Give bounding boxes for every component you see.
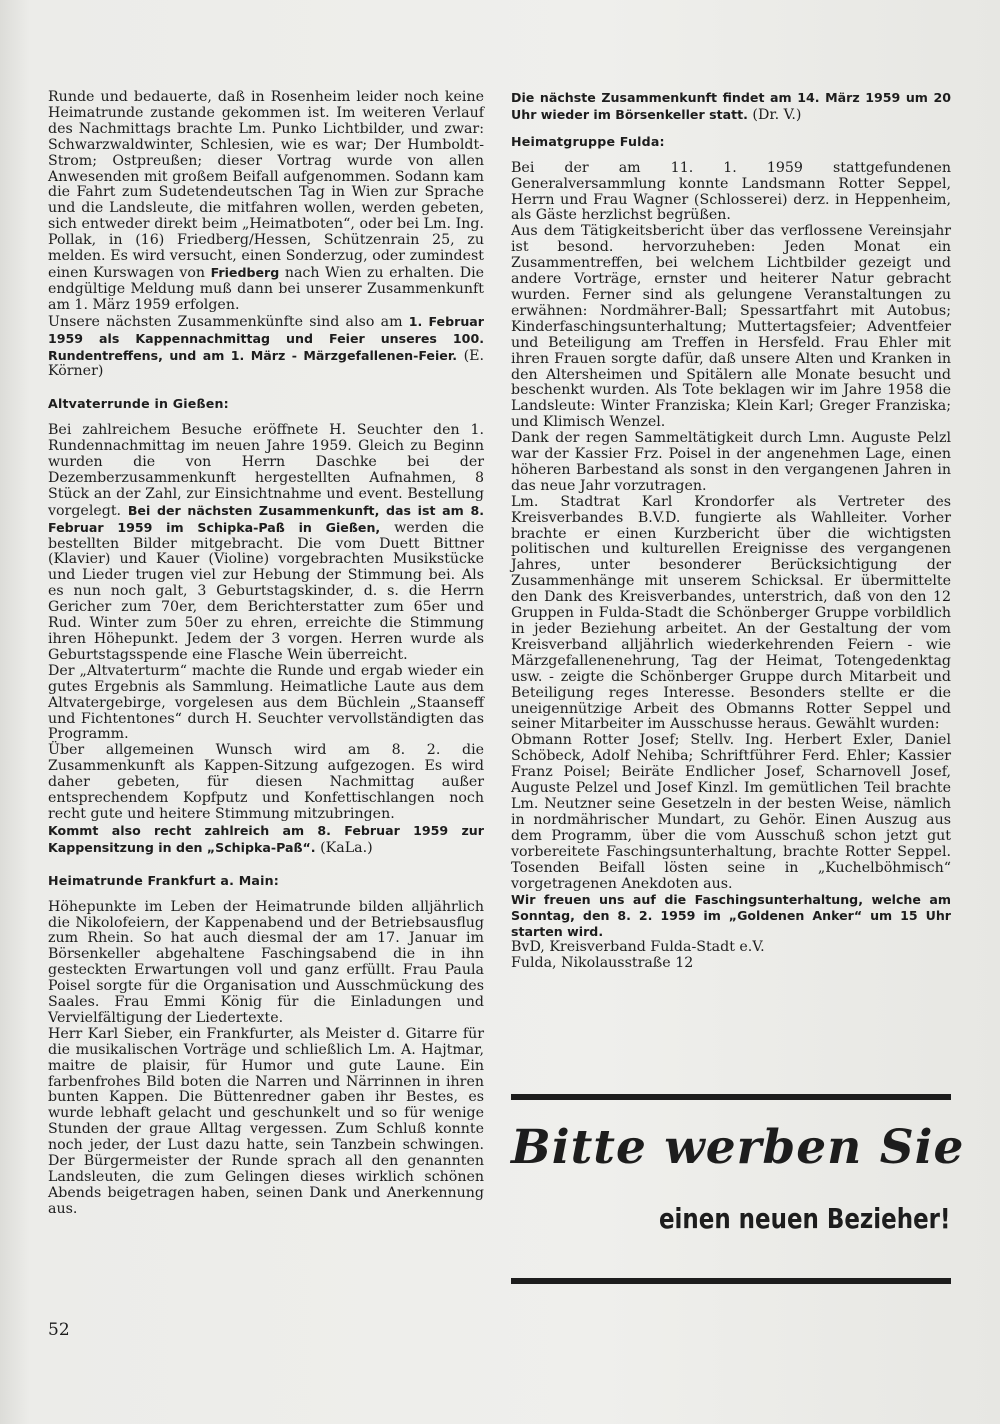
right-column — [511, 90, 951, 972]
paragraph-altvater-3: Über allgemeinen Wunsch wird am 8. 2. die Zusammenkunft als Kappen-Sitzung aufgezogen. Es wird daher gebeten, für diesen Nachmittag außer entsprechendem Kopfputz und Konfettischlangen noch recht gute und heitere Stimmung mitzubringen. — [48, 742, 484, 822]
paragraph-fulda-5: Obmann Rotter Josef; Stellv. Ing. Herbert Exler, Daniel Schöbeck, Adolf Nehiba; Schriftführer Ferd. Ehler; Kassier Franz Poisel; Beiräte Endlicher Josef, Scharnovell Josef, Auguste Pelzel und Josef Kinzl. Im gemütlichen Teil brachte Lm. Neutzner seine Gesetzeln in der besten Weise, nämlich in nordmährischer Mundart, zu Gehör. Einen Auszug aus dem Programm, über die vom Ausschuß schon jetzt gut vorbereitete Faschingsunterhaltung, brachte Rotter Seppel. Tosenden Beifall lösten seine in „Kuchelböhmisch“ vorgetragenen Anekdoten aus. — [511, 732, 951, 892]
paragraph-frankfurt-1: Höhepunkte im Leben der Heimatrunde bilden alljährlich die Nikolofeiern, der Kappenabend und der Betriebsausflug zum Rhein. So hat auch diesmal der am 17. Januar im Börsenkeller abgehaltene Faschingsabend die in ihn gesteckten Erwartungen voll und ganz erfüllt. Frau Paula Poisel sorgte für die Organisation und Ausschmückung des Saales. Frau Emmi König für die Einladungen und Vervielfältigung der Liedertexte. — [48, 898, 484, 1026]
ad-rule-bottom — [511, 1278, 951, 1284]
heading-altvaterrunde: Altvaterrunde in Gießen: — [48, 396, 229, 412]
paragraph-next-meetings: Unsere nächsten Zusammenkünfte sind also am 1. Februar 1959 als Kappennachmittag und Feier unseres 100. Rundentreffens, und am 1. März - Märzgefallenen-Feier. (E. Körner) — [48, 313, 484, 380]
ad-headline: Bitte werben Sie — [511, 1120, 965, 1175]
ad-subline: einen neuen Bezieher! — [658, 1202, 950, 1235]
signature-line-2: Fulda, Nikolausstraße 12 — [511, 955, 694, 972]
paragraph-fulda-3: Dank der regen Sammeltätigkeit durch Lmn. Auguste Pelzl war der Kassier Frz. Poisel in der angenehmen Lage, einen höheren Barbestand als sonst in den vergangenen Jahren in das neue Jahr vorzutragen. — [511, 430, 951, 494]
ad-rule-top — [511, 1094, 951, 1100]
heading-fulda: Heimatgruppe Fulda: — [511, 133, 665, 149]
paragraph-fulda-4: Lm. Stadtrat Karl Krondorfer als Vertreter des Kreisverbandes B.V.D. fungierte als Wahlleiter. Vorher brachte er einen Kurzbericht über die wichtigsten politischen und kulturellen Ereignisse des vergangenen Jahres, unter besonderer Berücksichtigung der Zusammenhänge mit unserem Schicksal. Er übermittelte den Dank des Kreisverbandes, unterstrich, daß von den 12 Gruppen in Fulda-Stadt die Schönberger Gruppe vorbildlich in jeder Beziehung arbeitet. An der Gestaltung der vom Kreisverband alljährlich wiederkehrenden Feiern - wie Märzgefallenenehrung, Tag der Heimat, Totengedenktag usw. - zeigte die Schönberger Gruppe durch Mitarbeit und Beteiligung reges Interesse. Besonders stellte er die uneigennützige Arbeit des Obmanns Rotter Seppel und seiner Mitarbeiter im Ausschusse heraus. Gewählt wurden: — [511, 493, 951, 733]
paragraph-altvater-4: Kommt also recht zahlreich am 8. Februar 1959 zur Kappensitzung in den „Schipka-Paß“. (KaLa.) — [48, 822, 484, 856]
page-number: 52 — [48, 1320, 70, 1340]
paragraph-next-meeting-frankfurt: Die nächste Zusammenkunft findet am 14. März 1959 um 20 Uhr wieder im Börsenkeller statt. (Dr. V.) — [511, 90, 951, 123]
paragraph-fulda-2: Aus dem Tätigkeitsbericht über das verflossene Vereinsjahr ist besond. hervorzuheben: Jeden Monat ein Zusammentreffen, bei welchem Lichtbilder gezeigt und andere Vorträge, ernster und heiterer Natur gebracht wurden. Ferner sind als gelungene Veranstaltungen zu erwähnen: Nordmährer-Ball; Spessartfahrt mit Autobus; Kinderfaschingsunterhaltung; Muttertagsfeier; Adventfeier und Beteiligung am Treffen in Hersfeld. Frau Ehler mit ihren Frauen sorgte dafür, daß unsere Alten und Kranken in den Altersheimen und Spitälern alle Monate besucht und beschenkt wurden. Als Tote beklagen wir im Jahre 1958 die Landsleute: Winter Franziska; Klein Karl; Greger Franziska; und Klimisch Wenzel. — [511, 223, 951, 431]
paragraph-frankfurt-2: Herr Karl Sieber, ein Frankfurter, als Meister d. Gitarre für die musikalischen Vorträge und schließlich Lm. A. Hajtmar, maitre de plaisir, für Humor und gute Laune. Ein farbenfrohes Bild boten die Narren und Närrinnen in ihren bunten Kappen. Die Büttenredner gaben ihr Bestes, es wurde lebhaft gelacht und geschunkelt und so für wenige Stunden der graue Alltag vergessen. Zum Schluß konnte noch jeder, der Lust dazu hatte, sein Tanzbein schwingen. Der Bürgermeister der Runde sprach all den genannten Landsleuten, die zum Gelingen dieses wirklich schönen Abends beigetragen haben, seinen Dank und Anerkennung aus. — [48, 1025, 484, 1217]
left-column — [48, 90, 484, 1218]
paragraph-rosenheim: Runde und bedauerte, daß in Rosenheim leider noch keine Heimatrunde zustande gekommen ist. Im weiteren Verlauf des Nachmittags brachte Lm. Punko Lichtbilder, und zwar: Schwarzwaldwinter, Schlesien, wie es war; Der Humboldt-Strom; Ostpreußen; dieser Vortrag wurde von allen Anwesenden mit großem Beifall aufgenommen. Sodann kam die Fahrt zum Sudetendeutschen Tag in Wien zur Sprache und die Landsleute, die mitfahren wollen, werden gebeten, sich entweder direkt beim „Heimatboten“, oder bei Lm. Ing. Pollak, in (16) Friedberg/Hessen, Schützenrain 25, zu melden. Es wird versucht, einen Sonderzug, oder zumindest einen Kurswagen von Friedberg nach Wien zu erhalten. Die endgültige Meldung muß dann bei unserer Zusammenkunft am 1. März 1959 erfolgen. — [48, 89, 484, 313]
paragraph-altvater-1: Bei zahlreichem Besuche eröffnete H. Seuchter den 1. Rundennachmittag im neuen Jahre 1959. Gleich zu Beginn wurden die von Herrn Daschke bei der Dezemberzusammenkunft hergestellten Aufnahmen, 8 Stück an der Zahl, zur Einsichtnahme und event. Bestellung vorgelegt. Bei der nächsten Zusammenkunft, das ist am 8. Februar 1959 im Schipka-Paß in Gießen, werden die bestellten Bilder mitgebracht. Die vom Duett Bittner (Klavier) und Kauer (Violine) vorgebrachten Musikstücke und Lieder trugen viel zur Hebung der Stimmung bei. Als es nun noch galt, 3 Geburtstagskinder, d. s. die Herrn Gericher zum 70er, dem Berichterstatter zum 65er und Rud. Winter zum 50er zu ehren, erreichte die Stimmung ihren Höhepunkt. Jedem der 3 vorgen. Herren wurde als Geburtstagsspende eine Flasche Wein überreicht. — [48, 422, 484, 663]
heading-frankfurt: Heimatrunde Frankfurt a. Main: — [48, 872, 280, 888]
paragraph-fulda-6: Wir freuen uns auf die Faschingsunterhaltung, welche am Sonntag, den 8. 2. 1959 im „Goldenen Anker“ um 15 Uhr starten wird. — [511, 892, 951, 940]
paragraph-fulda-1: Bei der am 11. 1. 1959 stattgefundenen Generalversammlung konnte Landsmann Rotter Seppel, Herrn und Frau Wagner (Schlosserei) derz. in Heppenheim, als Gäste herzlichst begrüßen. — [511, 159, 951, 224]
paragraph-altvater-2: Der „Altvaterturm“ machte die Runde und ergab wieder ein gutes Ergebnis als Sammlung. Heimatliche Laute aus dem Altvatergebirge, vorgelesen aus dem Büchlein „Staanseff und Fichtentones“ durch H. Seuchter vervollständigten das Programm. — [48, 662, 484, 743]
signature-line-1: BvD, Kreisverband Fulda-Stadt e.V. — [511, 939, 765, 956]
